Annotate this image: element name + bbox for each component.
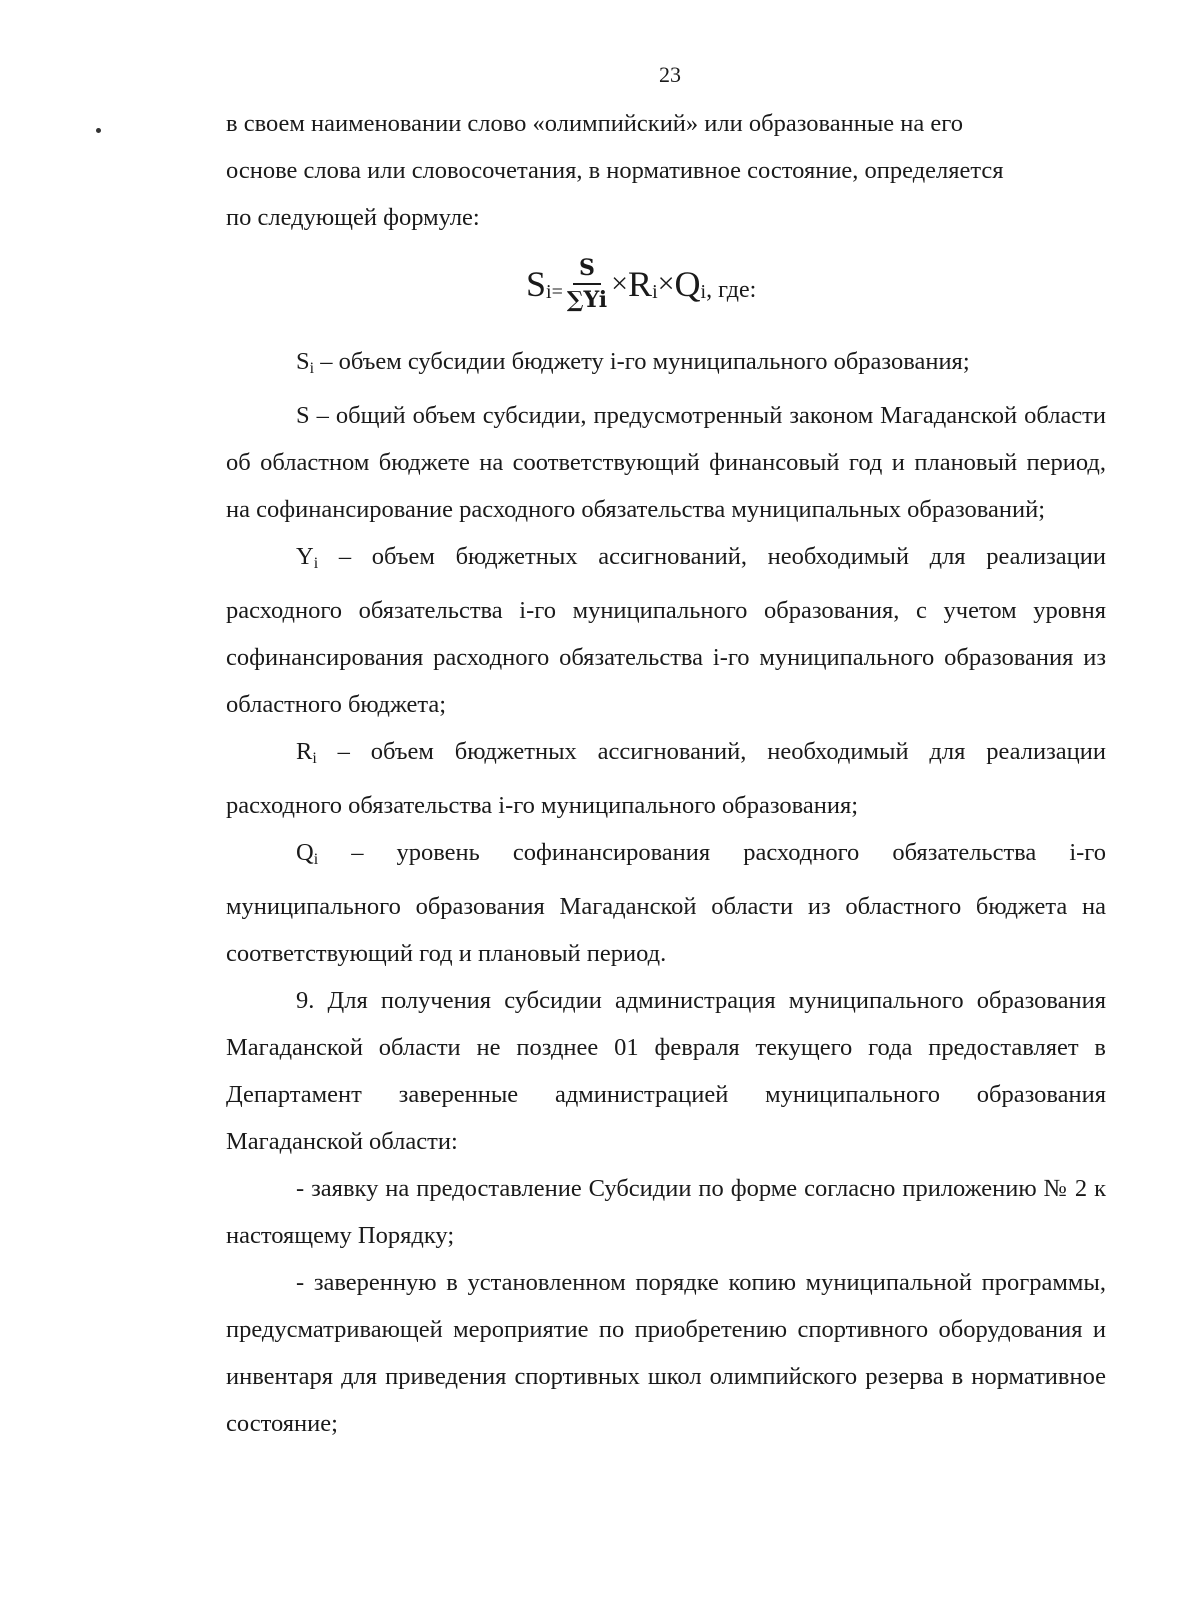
intro-paragraph [226,100,1106,241]
formula-suffix: , где: [706,276,757,303]
intro-line-3: по следующей формуле: [226,204,480,231]
intro-line-1: в своем наименовании слово «олимпийский» или образованные на его [226,110,963,137]
subsidy-formula [526,244,756,324]
definition-yi: $Y_i$ – объем бюджетных ассигнований, необходимый для реализации расходного обязательства i-го муниципального образования, с учетом уровня софинансирования расходного обязательства i-го муниципального образования из областного бюджета; [226,543,1106,718]
formula-equals: = [551,280,563,303]
scan-mark [96,128,101,133]
definition-s: S – общий объем субсидии, предусмотренный законом Магаданской области об областном бюджете на соответствующий финансовый год и плановый период, на софинансирование расходного обязательства муниципальных образований; [226,402,1106,523]
formula-fraction [567,255,607,313]
formula-numerator: S [573,255,601,285]
formula-q-sub: i [700,280,707,303]
list-item-application: - заявку на предоставление Субсидии по форме согласно приложению № 2 к настоящему Порядку; [226,1175,1106,1249]
formula-times-2: × [657,267,675,300]
formula-lhs: S [526,264,547,304]
definition-ri: $R_i$ – объем бюджетных ассигнований, необходимый для реализации расходного обязательства i-го муниципального образования; [226,738,1106,819]
paragraph-9: 9. Для получения субсидии администрация муниципального образования Магаданской области не позднее 01 февраля текущего года предоставляет в Департамент заверенные администрацией муниципального образования Магаданской области: [226,987,1106,1155]
list-item-program-copy: - заверенную в установленном порядке копию муниципальной программы, предусматривающей мероприятие по приобретению спортивного оборудования и инвентаря для приведения спортивных школ олимпийского резерва в нормативное состояние; [226,1269,1106,1437]
formula-lhs-sub: i [546,280,552,303]
definition-qi: $Q_i$ – уровень софинансирования расходного обязательства i-го муниципального образования Магаданской области из областного бюджета на соответствующий год и плановый период. [226,839,1106,967]
definition-si: $S_i$ – объем субсидии бюджету i-го муниципального образования; [296,348,970,377]
formula-q: Q [674,264,701,304]
intro-line-2: основе слова или словосочетания, в нормативное состояние, определяется [226,157,1004,184]
page-number: 23 [659,62,681,87]
formula-r-sub: i [652,280,658,303]
definitions-block [226,338,1106,1447]
formula-times-1: × [611,267,629,300]
formula-r: R [628,264,653,304]
formula-denominator: ∑Yi [566,287,608,313]
